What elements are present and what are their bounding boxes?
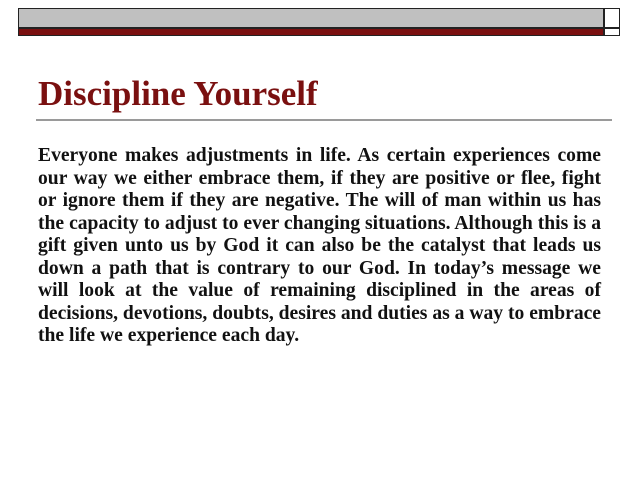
header-corner-square-top xyxy=(604,8,620,28)
header-corner-square-bottom xyxy=(604,28,620,36)
decorative-header-bar xyxy=(18,8,620,36)
slide-title: Discipline Yourself xyxy=(38,74,318,113)
header-grey-band xyxy=(18,8,604,28)
slide-body-text: Everyone makes adjustments in life. As certain experiences come our way we either embrace them, if they are positive or flee, fight or ignore them if they are negative. The will of man within us has the capacity to adjust to ever changing situations. Although this is a gift given unto us by God it can also be the catalyst that leads us down a path that is contrary to our God. In today’s message we will look at the value of remaining disciplined in the areas of decisions, devotions, doubts, desires and duties as a way to embrace the life we experience each day. xyxy=(38,145,602,346)
title-divider xyxy=(36,119,612,121)
header-darkred-band xyxy=(18,28,604,36)
